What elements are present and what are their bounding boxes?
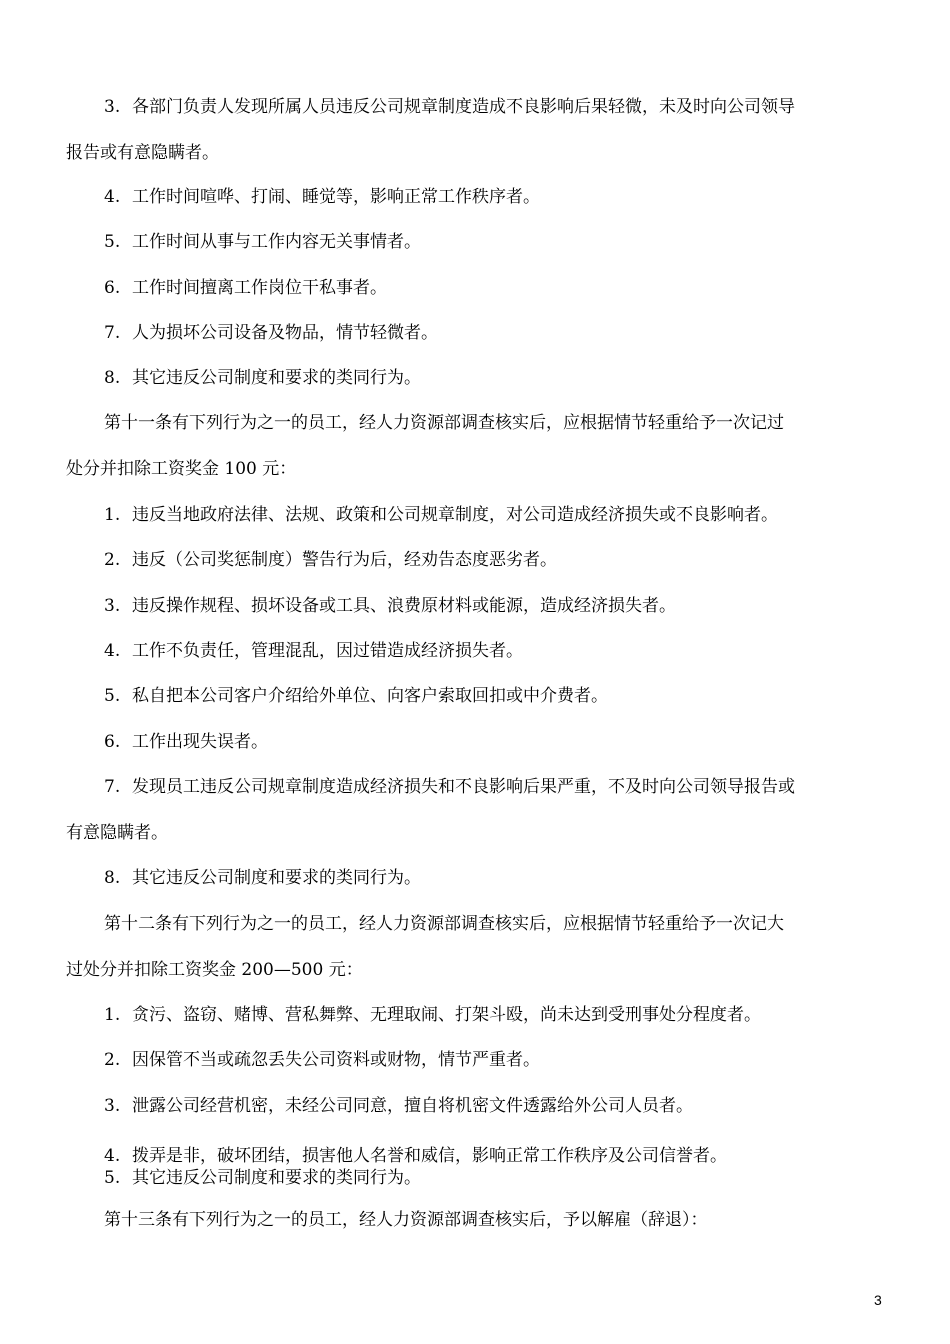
clause-11-item-7-cont: 有意隐瞒者。 [66,823,168,843]
clause-12-heading-cont: 过处分并扣除工资奖金 200—500 元： [66,960,363,980]
clause-11-item-7: 7. 发现员工违反公司规章制度造成经济损失和不良影响后果严重，不及时向公司领导报告或 [104,777,795,797]
clause-11-item-1: 1. 违反当地政府法律、法规、政策和公司规章制度，对公司造成经济损失或不良影响者。 [104,505,778,525]
clause-11-item-6: 6. 工作出现失误者。 [104,732,268,752]
clause-11-item-8: 8. 其它违反公司制度和要求的类同行为。 [104,868,421,888]
clause-10-item-3: 3. 各部门负责人发现所属人员违反公司规章制度造成不良影响后果轻微，未及时向公司领导 [104,97,795,117]
clause-13-heading: 第十三条有下列行为之一的员工，经人力资源部调查核实后，予以解雇（辞退）： [104,1210,708,1230]
clause-10-item-4: 4. 工作时间喧哗、打闹、睡觉等，影响正常工作秩序者。 [104,187,540,207]
clause-12-item-4: 4. 拨弄是非，破坏团结，损害他人名誉和威信，影响正常工作秩序及公司信誉者。 [104,1146,727,1166]
clause-11-item-3: 3. 违反操作规程、损坏设备或工具、浪费原材料或能源，造成经济损失者。 [104,596,676,616]
clause-12-heading: 第十二条有下列行为之一的员工，经人力资源部调查核实后，应根据情节轻重给予一次记大 [104,914,784,934]
clause-12-item-5: 5. 其它违反公司制度和要求的类同行为。 [104,1168,421,1188]
clause-11-heading: 第十一条有下列行为之一的员工，经人力资源部调查核实后，应根据情节轻重给予一次记过 [104,413,784,433]
clause-11-item-2: 2. 违反（公司奖惩制度）警告行为后，经劝告态度恶劣者。 [104,550,557,570]
clause-11-item-5: 5. 私自把本公司客户介绍给外单位、向客户索取回扣或中介费者。 [104,686,608,706]
clause-12-item-2: 2. 因保管不当或疏忽丢失公司资料或财物，情节严重者。 [104,1050,540,1070]
clause-12-item-1: 1. 贪污、盗窃、赌博、营私舞弊、无理取闹、打架斗殴，尚未达到受刑事处分程度者。 [104,1005,761,1025]
clause-10-item-3-cont: 报告或有意隐瞒者。 [66,143,219,163]
clause-10-item-8: 8. 其它违反公司制度和要求的类同行为。 [104,368,421,388]
clause-11-item-4: 4. 工作不负责任，管理混乱，因过错造成经济损失者。 [104,641,523,661]
clause-10-item-5: 5. 工作时间从事与工作内容无关事情者。 [104,232,421,252]
clause-10-item-6: 6. 工作时间擅离工作岗位干私事者。 [104,278,387,298]
page-number: 3 [874,1292,882,1308]
clause-11-heading-cont: 处分并扣除工资奖金 100 元： [66,459,297,479]
clause-12-item-3: 3. 泄露公司经营机密，未经公司同意，擅自将机密文件透露给外公司人员者。 [104,1096,693,1116]
clause-10-item-7: 7. 人为损坏公司设备及物品，情节轻微者。 [104,323,438,343]
